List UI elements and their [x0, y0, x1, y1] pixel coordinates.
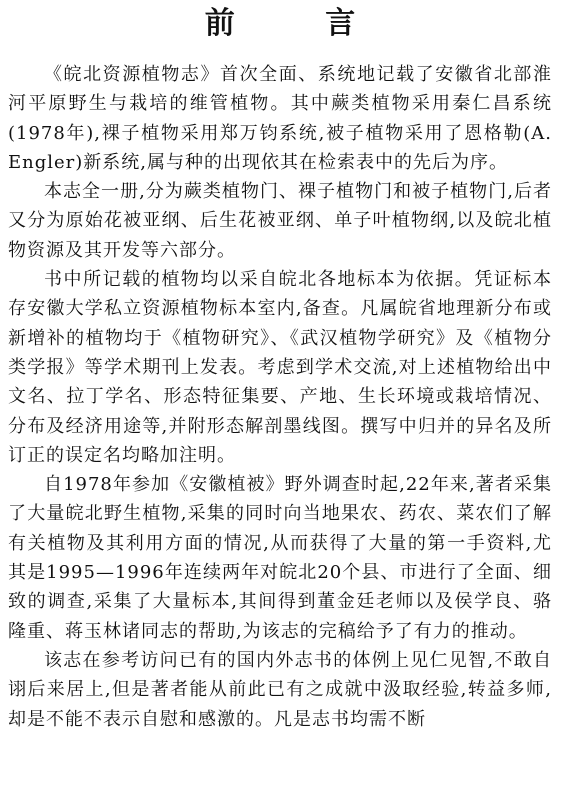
- paragraph-5: 该志在参考访问已有的国内外志书的体例上见仁见智,不敢自诩后来居上,但是著者能从前此已有之成就中汲取经验,转益多师,却是不能不表示自慰和感激的。凡是志书均需不断: [8, 649, 552, 730]
- paragraph-2: 本志全一册,分为蕨类植物门、裸子植物门和被子植物门,后者又分为原始花被亚纲、后生花被亚纲、单子叶植物纲,以及皖北植物资源及其开发等六部分。: [8, 181, 552, 261]
- paragraph-3: 书中所记载的植物均以采自皖北各地标本为依据。凭证标本存安徽大学私立资源植物标本室内,备查。凡属皖省地理新分布或新增补的植物均于《植物研究》、《武汉植物学研究》及《植物分类学报》等学术期刊上发表。考虑到学术交流,对上述植物给出中文名、拉丁学名、形态特征集要、产地、生长环境或栽培情况、分布及经济用途等,并附形态解剖墨线图。撰写中归并的异名及所订正的误定名均略加注明。: [8, 269, 552, 466]
- page-title: 前 言: [204, 6, 396, 41]
- paragraph-1: 《皖北资源植物志》首次全面、系统地记载了安徽省北部淮河平原野生与栽培的维管植物。其中蕨类植物采用秦仁昌系统(1978年),裸子植物采用郑万钧系统,被子植物采用了恩格勒(A. Engler)新系统,属与种的出现依其在检索表中的先后为序。: [8, 64, 552, 173]
- paragraph-4: 自1978年参加《安徽植被》野外调查时起,22年来,著者采集了大量皖北野生植物,采集的同时向当地果农、药农、菜农们了解有关植物及其利用方面的情况,从而获得了大量的第一手资料,尤其是1995—1996年连续两年对皖北20个县、市进行了全面、细致的调查,采集了大量标本,其间得到董金廷老师以及侯学良、骆隆重、蒋玉林诸同志的帮助,为该志的完稿给予了有力的推动。: [8, 474, 552, 642]
